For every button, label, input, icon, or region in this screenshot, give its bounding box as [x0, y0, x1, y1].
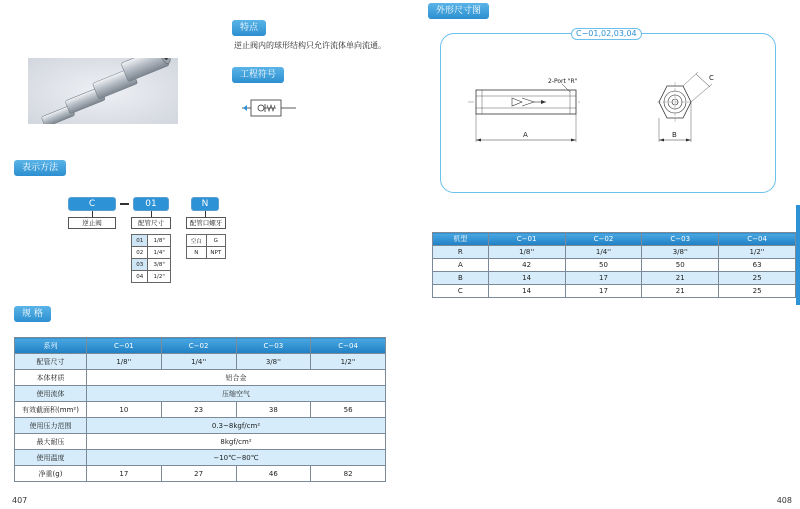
spec-row-label: 有效截面积(mm²): [15, 402, 87, 418]
spec-table: [14, 337, 386, 482]
dim-cell: 1/2'': [719, 246, 796, 259]
dim-cell: 14: [488, 285, 565, 298]
dim-cell: 42: [488, 259, 565, 272]
dim-cell: 50: [565, 259, 642, 272]
page-edge-tab: [796, 205, 800, 305]
size-code: 02: [132, 247, 148, 259]
dim-cell: 1/4'': [565, 246, 642, 259]
check-valve-symbol-icon: [242, 97, 296, 119]
size-value: 1/2": [148, 271, 171, 283]
dim-row-label: A: [433, 259, 489, 272]
thread-value: NPT: [206, 247, 225, 259]
dim-cell: 1/8'': [488, 246, 565, 259]
symbol-header: 工程符号: [232, 67, 284, 83]
code-c-box: C: [68, 197, 116, 211]
dim-row-label: B: [433, 272, 489, 285]
outline-header: 外形尺寸图: [428, 3, 489, 19]
spec-cell: 1/4'': [161, 354, 236, 370]
size-value: 3/8": [148, 259, 171, 271]
dim-cell: 21: [642, 272, 719, 285]
spec-row-label: 最大耐压: [15, 434, 87, 450]
code-dash: [120, 203, 129, 205]
outline-model-title: C−01,02,03,04: [571, 28, 642, 40]
size-code: 01: [132, 235, 148, 247]
size-code: 04: [132, 271, 148, 283]
dim-b-label: B: [672, 131, 677, 139]
dim-col-header: C−03: [642, 233, 719, 246]
thread-value: G: [206, 235, 225, 247]
spec-row-label: 使用温度: [15, 450, 87, 466]
spec-cell: 3/8'': [236, 354, 311, 370]
dim-row-label: C: [433, 285, 489, 298]
port-label: 2-Port "R": [548, 78, 578, 85]
dim-a-label: A: [523, 131, 528, 139]
spec-cell: 1/8'': [87, 354, 162, 370]
thread-code: N: [187, 247, 207, 259]
dimension-drawing: [462, 70, 742, 160]
code-thread-box: N: [191, 197, 219, 211]
spec-cell: 10: [87, 402, 162, 418]
dim-cell: 25: [719, 272, 796, 285]
spec-col-header: C−01: [87, 338, 162, 354]
spec-col-header: C−04: [311, 338, 386, 354]
spec-row-label: 使用压力范围: [15, 418, 87, 434]
dim-col-header: 机型: [433, 233, 489, 246]
dim-cell: 50: [642, 259, 719, 272]
dim-cell: 14: [488, 272, 565, 285]
size-code: 03: [132, 259, 148, 271]
code-thread-label: 配管口螺牙: [186, 217, 226, 229]
spec-cell: 铝合金: [87, 370, 386, 386]
spec-cell: 0.3~8kgf/cm²: [87, 418, 386, 434]
dim-row-label: R: [433, 246, 489, 259]
spec-cell: 82: [311, 466, 386, 482]
dim-col-header: C−01: [488, 233, 565, 246]
spec-row-label: 使用流体: [15, 386, 87, 402]
spec-cell: −10℃−80℃: [87, 450, 386, 466]
dim-cell: 25: [719, 285, 796, 298]
page-number-left: 407: [12, 496, 28, 505]
spec-col-header: C−02: [161, 338, 236, 354]
spec-cell: 56: [311, 402, 386, 418]
dim-cell: 63: [719, 259, 796, 272]
feature-description: 逆止阀内的球形结构只允许流体单向流通。: [234, 41, 386, 50]
thread-code: 空白: [187, 235, 207, 247]
spec-cell: 压缩空气: [87, 386, 386, 402]
dim-cell: 3/8'': [642, 246, 719, 259]
dim-cell: 17: [565, 285, 642, 298]
dim-cell: 17: [565, 272, 642, 285]
spec-row-label: 配管尺寸: [15, 354, 87, 370]
code-c-label: 逆止阀: [68, 217, 116, 229]
dim-cell: 21: [642, 285, 719, 298]
spec-cell: 23: [161, 402, 236, 418]
spec-cell: 1/2'': [311, 354, 386, 370]
size-option-table: [131, 234, 171, 283]
page-number-right: 408: [776, 496, 792, 505]
size-value: 1/4": [148, 247, 171, 259]
spec-row-label: 净重(g): [15, 466, 87, 482]
size-value: 1/8": [148, 235, 171, 247]
spec-col-header: 系列: [15, 338, 87, 354]
thread-option-table: [186, 234, 226, 259]
spec-cell: 17: [87, 466, 162, 482]
dim-c-label: C: [709, 74, 714, 82]
dimension-table: [432, 232, 796, 298]
spec-cell: 27: [161, 466, 236, 482]
product-photo: [28, 58, 178, 124]
designation-header: 表示方法: [14, 160, 66, 176]
specs-header: 规 格: [14, 306, 51, 322]
dim-col-header: C−04: [719, 233, 796, 246]
code-size-label: 配管尺寸: [131, 217, 171, 229]
spec-col-header: C−03: [236, 338, 311, 354]
spec-cell: 46: [236, 466, 311, 482]
spec-cell: 38: [236, 402, 311, 418]
dim-col-header: C−02: [565, 233, 642, 246]
features-header: 特点: [232, 20, 266, 36]
spec-cell: 8kgf/cm²: [87, 434, 386, 450]
spec-row-label: 本体材质: [15, 370, 87, 386]
code-size-box: 01: [133, 197, 169, 211]
